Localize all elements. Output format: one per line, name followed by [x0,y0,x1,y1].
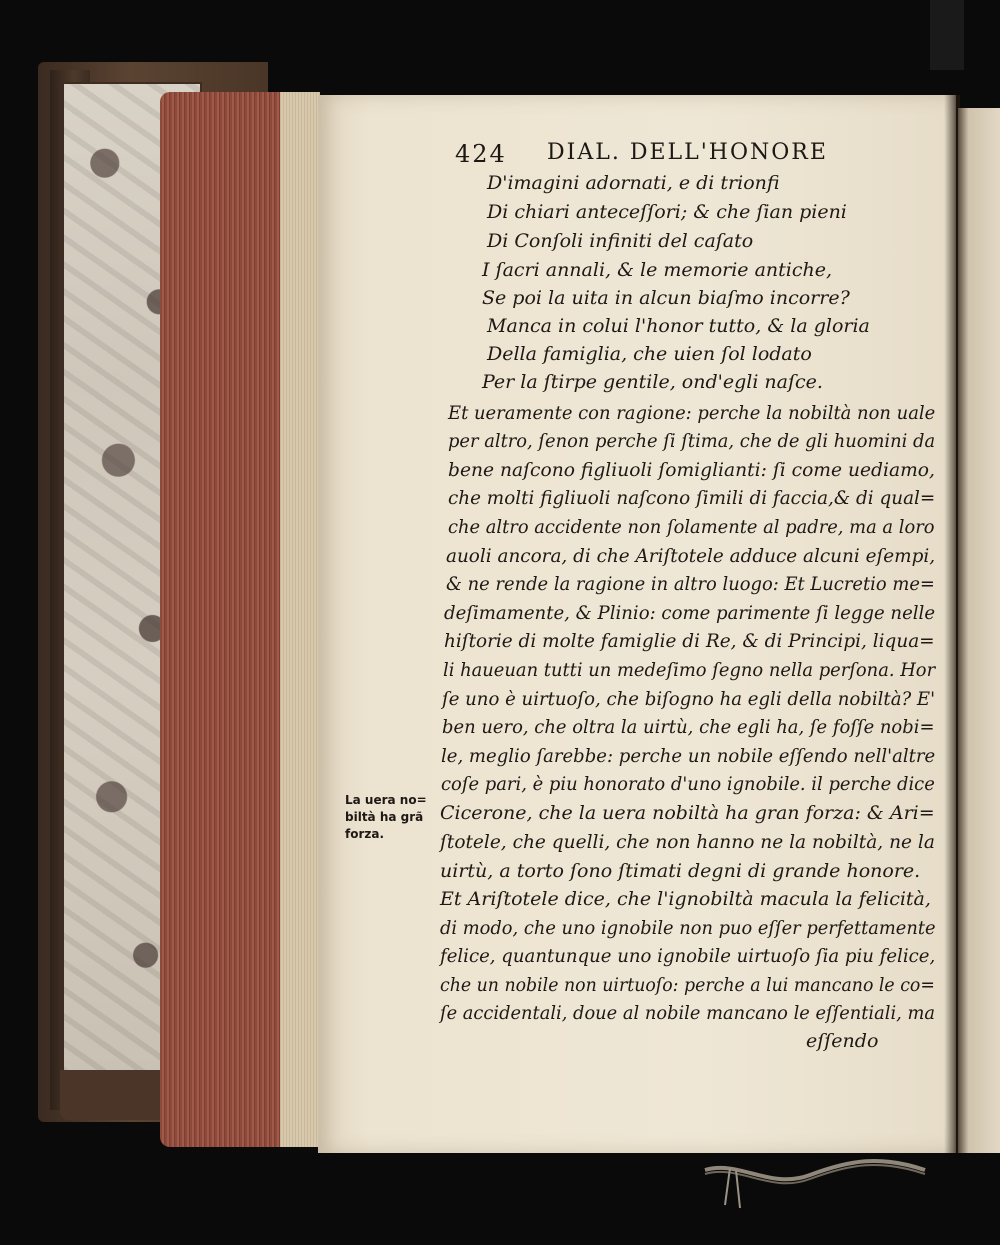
prose-line: Et Ariſtotele dice, che l'ignobiltà macula la felicità, [440,888,931,910]
catchword: eſſendo [806,1030,879,1052]
prose-line: deſimamente, & Plinio: come parimente ſi legge nelle [444,602,936,624]
page-block-edges [160,92,320,1147]
bookmark-string [700,1150,930,1210]
prose-line: & ne rende la ragione in altro luogo: Et Lucretio me= [446,573,935,595]
prose-line: bene naſcono figliuoli ſomiglianti: ſi come uediamo, [448,459,935,481]
cover-corner [60,1070,170,1120]
running-title: DIAL. DELL'HONORE [547,140,828,165]
prose-line: le, meglio ſarebbe: perche un nobile eſſendo nell'altre [441,745,936,767]
prose-line: ſtotele, che quelli, che non hanno ne la nobiltà, ne la [440,831,935,853]
verse-line: Della famiglia, che uien ſol lodato [487,343,812,365]
prose-line: di modo, che uno ignobile non puo eſſer perfettamente [440,917,936,939]
verse-line: I ſacri annali, & le memorie antiche, [482,259,833,281]
prose-line: che un nobile non uirtuoſo: perche a lui mancano le co= [440,974,935,996]
prose-line: uirtù, a torto ſono ſtimati degni di grande honore. [440,860,921,882]
prose-line: Cicerone, che la uera nobiltà ha gran forza: & Ari= [440,802,935,824]
prose-line: auoli ancora, di che Ariſtotele adduce alcuni eſempi, [446,545,936,567]
margin-note-line: La uera no= [345,793,427,807]
prose-line: ſe uno è uirtuoſo, che biſogno ha egli della nobiltà? E' [442,688,936,710]
prose-line: felice, quantunque uno ignobile uirtuoſo ſia piu felice, [440,945,936,967]
prose-line: li haueuan tutti un medeſimo ſegno nella perſona. Hor [443,659,936,681]
prose-line: Et ueramente con ragione: perche la nobiltà non uale [448,402,936,424]
verse-line: Di chiari anteceſſori; & che ſian pieni [487,201,847,223]
prose-line: ben uero, che oltra la uirtù, che egli ha, ſe foſſe nobi= [442,716,935,738]
prose-line: per altro, ſenon perche ſi ſtima, che de gli huomini da [448,430,936,452]
prose-line: che molti figliuoli naſcono ſimili di faccia,& di qual= [448,487,936,509]
verse-line: Per la ſtirpe gentile, ond'egli naſce. [482,371,823,393]
verse-line: D'imagini adornati, e di trionfi [487,172,780,194]
margin-note-line: forza. [345,827,385,841]
prose-line: che altro accidente non ſolamente al padre, ma a loro [448,516,935,538]
background-strip [930,0,964,70]
running-head [455,140,875,170]
margin-note-line: biltà ha grã [345,810,424,824]
prose-line: coſe pari, è piu honorato d'uno ignobile. il perche dice [441,773,935,795]
page-number: 424 [455,140,507,168]
verse-line: Manca in colui l'honor tutto, & la gloria [487,315,870,337]
prose-line: ſe accidentali, doue al nobile mancano le eſſentiali, ma [440,1002,936,1024]
facing-page-edge [958,108,1000,1153]
prose-line: hiſtorie di molte famiglie di Re, & di Principi, liqua= [444,630,935,652]
verse-line: Se poi la uita in alcun biaſmo incorre? [482,287,850,309]
verse-line: Di Conſoli infiniti del caſato [487,230,754,252]
